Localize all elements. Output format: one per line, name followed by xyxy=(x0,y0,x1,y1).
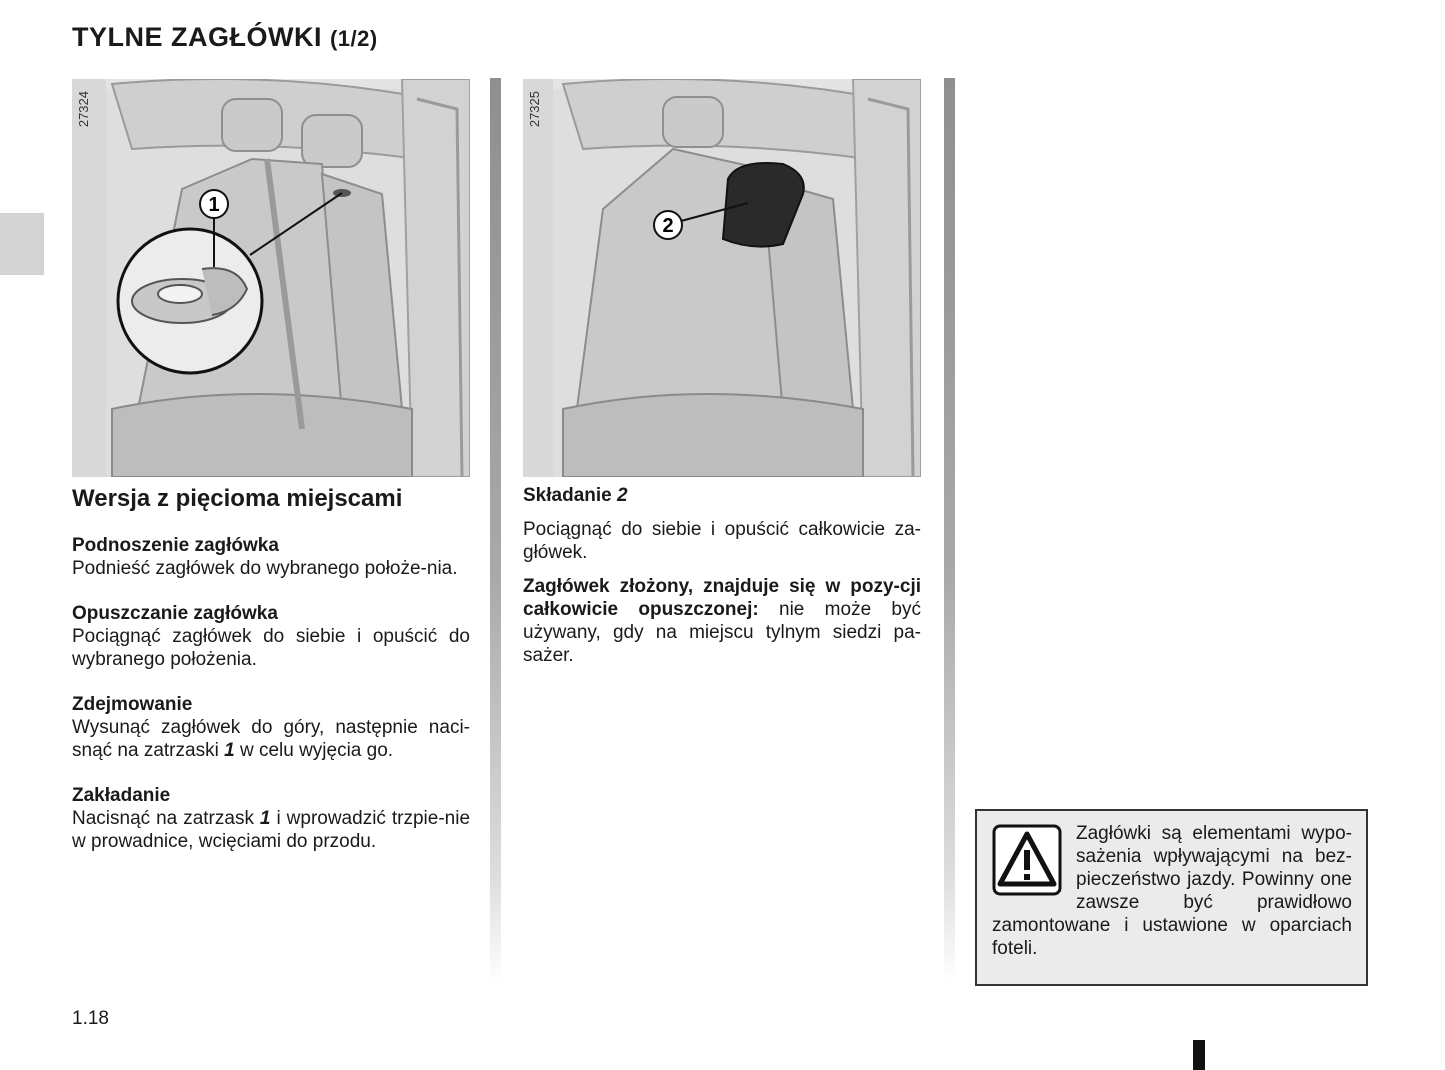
lower-headrest-section xyxy=(72,602,470,671)
subheading xyxy=(523,484,921,507)
paragraph: Pociągnąć zagłówek do siebie i opuścić do wybranego położenia. xyxy=(72,626,470,670)
paragraph: Pociągnąć do siebie i opuścić całkowicie za-główek. xyxy=(523,519,921,563)
title-main: TYLNE ZAGŁÓWKI xyxy=(72,22,322,52)
rear-seat-illustration xyxy=(72,79,470,477)
folding-heading: Składanie xyxy=(523,485,612,506)
figure-five-seats-headrest xyxy=(72,79,470,477)
paragraph xyxy=(523,575,921,667)
column-divider xyxy=(490,78,501,983)
part-reference: 2 xyxy=(617,485,628,506)
text-after: i wprowadzić trzpie-nie w prowadnice, wcięciami do przodu. xyxy=(72,808,471,852)
figure-number: 27324 xyxy=(76,91,91,128)
callout-1: 1 xyxy=(208,194,220,216)
raise-headrest-section xyxy=(72,534,470,580)
part-reference: 1 xyxy=(224,740,235,761)
figure-folded-headrest xyxy=(523,79,921,477)
warning-text: Zagłówki są elementami wypo-sażenia wpływającymi na bez-pieczeństwo jazdy. Powinny one zawsze być prawidłowo zamontowane i ustawione w oparciach foteli. xyxy=(992,823,1352,959)
column-divider xyxy=(944,78,955,983)
edge-marker xyxy=(1193,1040,1205,1070)
bold-lead: Zagłówek złożony, znajduje się w pozy-cji całkowicie opuszczonej: xyxy=(523,576,921,620)
figure-number: 27325 xyxy=(527,91,542,128)
rear-seat-illustration xyxy=(523,79,921,477)
subheading: Zdejmowanie xyxy=(72,694,193,715)
warning-triangle-icon xyxy=(992,824,1062,896)
remove-headrest-section xyxy=(72,693,470,762)
paragraph xyxy=(72,716,470,762)
left-column xyxy=(72,484,470,875)
page-title xyxy=(72,22,378,53)
text-before: Nacisnąć na zatrzask xyxy=(72,808,254,829)
title-part: (1/2) xyxy=(329,26,378,51)
text-before: Wysunąć zagłówek do góry, następnie naci-snąć na zatrzaski xyxy=(72,717,470,761)
subheading: Podnoszenie zagłówka xyxy=(72,535,279,556)
paragraph: Podnieść zagłówek do wybranego położe-nia. xyxy=(72,558,458,579)
page-number: 1.18 xyxy=(72,1008,109,1029)
callout-2: 2 xyxy=(662,215,674,237)
paragraph xyxy=(72,807,470,853)
part-reference: 1 xyxy=(259,808,271,829)
text-rest: nie może być używany, gdy na miejscu tylnym siedzi pa-sażer. xyxy=(523,599,922,666)
text-after: w celu wyjęcia go. xyxy=(239,740,394,761)
chapter-tab xyxy=(0,213,44,275)
fit-headrest-section xyxy=(72,784,470,853)
subheading: Zakładanie xyxy=(72,785,171,806)
section-heading: Wersja z pięcioma miejscami xyxy=(72,485,403,512)
right-column xyxy=(523,484,921,678)
subheading: Opuszczanie zagłówka xyxy=(72,603,278,624)
warning-box xyxy=(975,809,1368,986)
